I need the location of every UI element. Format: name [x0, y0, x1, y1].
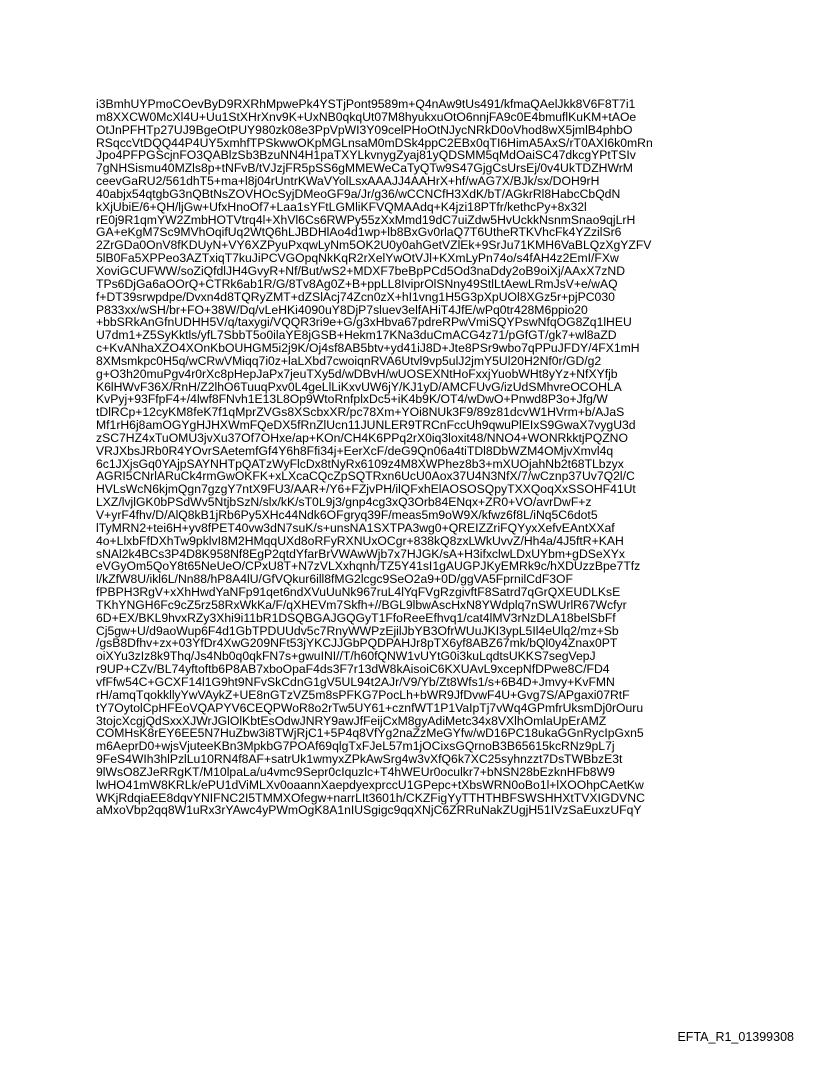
encoded-text-line: rE0j9R1qmYW2ZmbHOTVtrq4l+XhVl6Cs6RWPy55zXxMmd19dC7uiZdw5HvUckkNsnmSnao9qjLrH [96, 212, 636, 227]
encoded-text-line: GA+eKgM7Sc9MVhOqifUq2WtQ6hLJBDHlAo4d1wp+lb8BxGv0rlaQ7T6UtheRTKVhcFk4YZzilSr6 [96, 225, 622, 240]
encoded-text-line: 5lB0Fa5XPPeo3AZTxiqT7kuJiPCVGOpqNkKqR2rXelYwOtVJl+KXmLyPn74o/s4fAH4z2EmI/FXw [96, 251, 619, 266]
encoded-text-line: OtJnPFHTp27UJ9BgeOtPUY980zk08e3PpVpWI3Y09celPHoOtNJycNRkD0oVhod8wX5jmlB4phbO [96, 122, 633, 137]
document-id-label: EFTA_R1_01399308 [677, 1030, 794, 1044]
encoded-text-line: m8XXCW0McXl4U+Uu1StXHrXnv9K+UxNB0qkqUt07M8hyukxuOtO6nnjFA9c0E4bmuflKuKM+tAOe [96, 109, 637, 124]
encoded-text-line: Jpo4PFPGScjnFO3QABlzSb3BzuNN4H1paTXYLkvnygZyaj81yQDSMM5qMdOaiSC47dkcgYPtTSIv [96, 148, 636, 163]
encoded-text-line: zSC7HZ4xTuOMU3jvXu37Of7OHxe/ap+KOn/CH4K6PPq2rX0iq3loxit48/NNO4+WONRkktjPQZNO [96, 430, 628, 445]
encoded-text-line: U7dm1+Z5SyKktls/yfL7SbbT5o0ilaYE8jGSB+Hekm17KNa3duCmACG4z71/pGfGT/gk7+wl8aZD [96, 328, 617, 343]
encoded-text-line: r9UP+CZv/BL74yftoftb6P8AB7xboOpaF4ds3F7r13dW8kAisoiC6KXUAvL9xcepNfDPwe8C/FD4 [96, 662, 610, 677]
encoded-text-line: Cj5gw+U/d9aoWup6F4d1GbTPDUUdv5c7RnyWWPzEjilJbYB3OfrWUuJKI3ypL5Il4eUlq2/mz+Sb [96, 623, 619, 638]
encoded-text-line: P833xx/wSH/br+FO+38W/Dq/vLeHKi4090uY8DjP7sluev3elfAHiT4JfE/wPq0tr428M6ppio20 [96, 302, 588, 317]
encoded-text-line: Mf1rH6j8amOGYgHJHXWmFQeDX5fRnZlUcn11JUNLER9TRCnFccUh9qwuPlEIxS9GwaX7vygU3d [96, 418, 636, 433]
encoded-text-line: tY7OytolCpHFEoVQAPYV6CEQPWoR8o2rTw5UY61+cznfWT1P1VaIpTj7vWq4GPmfrUksmDj0rOuru [96, 700, 644, 715]
encoded-text-line: vfFfw54C+GCXF14l1G9ht9NFvSkCdnG1gV5UL94t2AJr/V9/Yb/Zt8Wfs1/s+6B4D+Jmvy+KvFMN [96, 674, 615, 689]
encoded-text-line: 6D+EX/BKL9hvxRZy3Xhi9i11bR1DSQBGAJGQGyT1FfoReeEfhvq1/cat4lMV3rNzDLA18belSbFf [96, 610, 616, 625]
encoded-text-line: RSqccVtDQQ44P4UY5xmhfTPSkwwOKpMGLnsaM0mDSk4ppC2EBx0qTI6HimA5AxS/rT0AXI6k0mRn [96, 135, 653, 150]
encoded-text-line: TKhYNGH6Fc9cZ5rz58RxWkKa/F/qXHEVm7Skfh+//BGL9lbwAscHxN8YWdplq7nSWUrlR67Wcfyr [96, 597, 627, 612]
encoded-text-line: c+KvANhaXZO4XOnKbOUHGM5i2j9K/Oj4sf8AB5btv+yd41iJ8D+Jte8PSr9wbo7qPPuJFDY/4FX1mH [96, 341, 640, 356]
encoded-text-line: oiXYu3zIz8k9Thq/Js4Nb0q0qkFN7s+gwuINI//T/h60fQNW1vUYtG0i3kuLqdtsUKKS7segVepJ [96, 649, 596, 664]
encoded-text-line: m6AeprD0+wjsVjuteeKBn3MpkbG7POAf69qlgTxFJeL57m1jOCixsGQrnoB3B65615kcRNz9pL7j [96, 739, 615, 754]
encoded-text-line: V+yrF4fhv/D/AlQ8kB1jRb6Py5XHc44Ndk6OFgryq39F/meas5m9oW9X/kfwz6f8L/iNq5C6dot5 [96, 508, 598, 522]
encoded-text-line: lTyMRN2+tei6H+yv8fPET40vw3dN7suK/s+unsNA1SXTPA3wg0+QREIZZriFQYyxXefvEAntXXaf [96, 520, 615, 535]
encoded-text-line: 9lWsO8ZJeRRgKT/M10lpaLa/u4vmc9Sepr0cIquzlc+T4hWEUr0oculkr7+bNSN28bEzknHFb8W9 [96, 764, 615, 779]
encoded-text-block [96, 98, 736, 817]
encoded-text-line: HVLsWcN6kjmQgn7gzgY7ntX9FU3/AAR+/Y6+FZjvPH/ilQFxhElAOSOSQpyTXXQoqXxSSOHF41Ut [96, 482, 636, 497]
encoded-text-line: VRJXbsJRb0R4YOvrSAetemfGf4Y6h8Ffi34j+EerXcF/deG9Qn06a4tiTDl8DbWZM4OMjvXmvl4q [96, 443, 614, 458]
encoded-text-line: aMxoVbp2qq8W1uRx3rYAwc4yPWmOgK8A1nIUSgigc9qqXNjC6ZRRuNakZUgjH51IVzSaEuxzUFqY [96, 803, 642, 818]
encoded-text-line: f+DT39srwpdpe/Dvxn4d8TQRyZMT+dZSlAcj74Zcn0zX+hI1vng1H5G3pXpUOl8XGz5r+pjPC030 [96, 289, 615, 304]
encoded-text-line: TPs6DjGa6aOOrQ+CTRk6ab1R/G/8Tv8Ag0Z+B+ppLL8IviprOlSNny49StlLtAewLRmJsV+e/wAQ [96, 276, 618, 291]
encoded-text-line: 40abjx54qtgbG3nQBtNsZOVHOcSyjDMeoGF9a/Jr/g36/wCCNCfH3XdK/bT/AGkrRl8HabcCbQdN [96, 186, 621, 201]
encoded-text-line: K6lHWvF36X/RnH/Z2lhO6TuuqPxv0L4geLlLiKxvUW6jY/KJ1yD/AMCFUvG/izUdSMhvreOCOHLA [96, 379, 622, 394]
encoded-text-line: 6c1JXjsGq0YAjpSAYNHTpQATzWyFlcDx8tNyRx6109z4M8XWPhez8b3+mXUOjahNb2t68TLbzyx [96, 456, 624, 471]
encoded-text-line: KvPyj+93FfpF4+/4lwf8FNvh1E13L8Op9WtoRnfplxDc5+iK4b9K/OT4/wDwO+Pnwd8P3o+Jfg/W [96, 392, 608, 407]
encoded-text-line: 3tojcXcgjQdSxxXJWrJGlOlKbtEsOdwJNRY9awJfFeijCxM8gyAdiMetc34x8VXlhOmlaUpErAMZ [96, 713, 607, 728]
encoded-text-line: ceevGaRU2/561dhT5+ma+l8j04rUntrKWaVYolLsxAAAJJ4AAHrX+hf/wAG7X/BJk/sx/DOH9rH [96, 174, 600, 189]
encoded-text-line: sNAl2k4BCs3P4D8K958Nf8EgP2qtdYfarBrVWAwWjb7x7HJGK/sA+H3ifxclwLDxUYbm+gDSeXYx [96, 546, 626, 561]
encoded-text-line: 2ZrGDa0OnV8fKDUyN+VY6XZPyuPxqwLyNm5OK2U0y0ahGetVZlEk+9SrJu71KMH6VaBLQzXgYZFV [96, 238, 652, 253]
encoded-text-line: 7gNHSismu40MZls8p+tNFvB/tVJzjFR5pSS6gMMEWeCaTyQTw9S47GjgCsUrsEj/0v4UkTDZHWrM [96, 161, 633, 176]
encoded-text-line: 9FeS4WIh3hlPzlLu10RN4f8AF+satrUk1wmyxZPkAwSrg4w3vXfQ6k7XC25syhnzzt7DsTWBbzE3t [96, 752, 623, 767]
encoded-text-line: XoviGCUFWW/soZiQfdlJH4GvyR+Nf/But/wS2+MDXF7beBpPCd5Od3naDdy2oB9oiXj/AAxX7zND [96, 263, 625, 278]
encoded-text-line: rH/amqTqokkllyYwVAykZ+UE8nGTzVZ5m8sPFKG7PocLh+bWR9JfDvwF4U+Gvg7S/APgaxi07RtF [96, 687, 630, 702]
encoded-text-line: i3BmhUYPmoCOevByD9RXRhMpwePk4YSTjPont9589m+Q4nAw9tUs491/kfmaQAelJkk8V6F8T7i1 [96, 97, 636, 111]
encoded-text-line: 8XMsmkpc0H5q/wCRwVMiqq7i0z+laLXbd7cwoiqnRVA6Utvl9vp5ulJ2jmY5Ul20H2Nf0r/GD/g2 [96, 353, 602, 368]
encoded-text-line: eVGyOm5QoY8t65NeUeO/CPxU8T+N7zVLXxhqnh/TZ5Y41sI1gAUGPJKyEMRk9c/hXDUzzBpe7Tfz [96, 559, 641, 574]
encoded-text-line: l/kZfW8U/ikl6L/Nn88/hP8A4lU/GfVQkur6ill8fMG2lcgc9SeO2a9+0D/ggVA5FprnilCdF3OF [96, 572, 573, 587]
encoded-text-line: LXZ/lvjlGK0bPSdWv5NtjbSzN/slx/kK/sT0L9j3/gnp4cg3xQ3Orb84ENqx+ZR0+VO/avrDwF+z [96, 495, 592, 510]
encoded-text-line: WKjRdqiaEE8dqvYNIFNC2I5TMMXOfegw+narrLIt3601h/CKZFigYyTTHTHBFSWSHHXtTVXIGDVNC [96, 790, 645, 805]
encoded-text-line: COMHsK8rEY6EE5N7HuZbw3i8TWjRjC1+5P4q8VfYg2naZzMeGYfw/wD16PC18ukaGGnRycIpGxn5 [96, 726, 644, 741]
encoded-text-line: lwHO41mW8KRLk/ePU1dViMLXv0oaannXaepdyexprccU1GPepc+tXbsWRN0oBo1l+lXOOhpCAetKw [96, 777, 644, 792]
encoded-text-line: tDlRCp+12cyKM8feK7f1qMprZVGs8XScbxXR/pc78Xm+YOi8NUk3F9/89z81dcvW1HVrm+b/AJaS [96, 405, 625, 420]
encoded-text-line: AGRI5CNrlARuCk4rmGwOKFK+xLXcaCQcZpSQTRxn6UcU0Aox37U4N3NfX/7/wCznp37Uv7Q2l/C [96, 469, 635, 484]
encoded-text-line: kXjUbiE/6+QH/ljGw+UfxHnoOf7+Laa1sYFtLGMliKFVQMAAdq+K4jzi18PTfr/kethcPy+8x32l [96, 199, 587, 214]
encoded-text-line: +bbSRkAnGfnUDHH5V/q/taxygi/VQQR3ri9e+G/g3xHbva67pdreRPwVmiSQYPswNfqOG8Zq1lHEU [96, 315, 632, 330]
encoded-text-line: /gsB8Dfhv+zx+03YfDr4XwG209NFt53jYKCJJGbPQDPAHJr8pTX6yf8ABZ67mk/bQl0y4Znax0PT [96, 636, 618, 651]
encoded-text-line: g+O3h20muPgv4r0rXc8pHepJaPx7jeuTXy5d/wDBvH/wUOSEXNtHoFxxjYuobWHt8yYz+NfXYfjb [96, 366, 618, 381]
encoded-text-line: 4o+LlxbFfDXhTw9pklvI8M2HMqqUXd8oRFyRXNUxOCgr+838kQ8zxLWkUvvZ/Hh4a/4J5ftR+KAH [96, 533, 624, 548]
encoded-text-line: fPBPH3RgV+xXhHwdYaNFp91qet6ndXVuUuNk967ruL4lYqFVgRzgivftF8Satrd7qGrQXEUDLKsE [96, 585, 621, 600]
